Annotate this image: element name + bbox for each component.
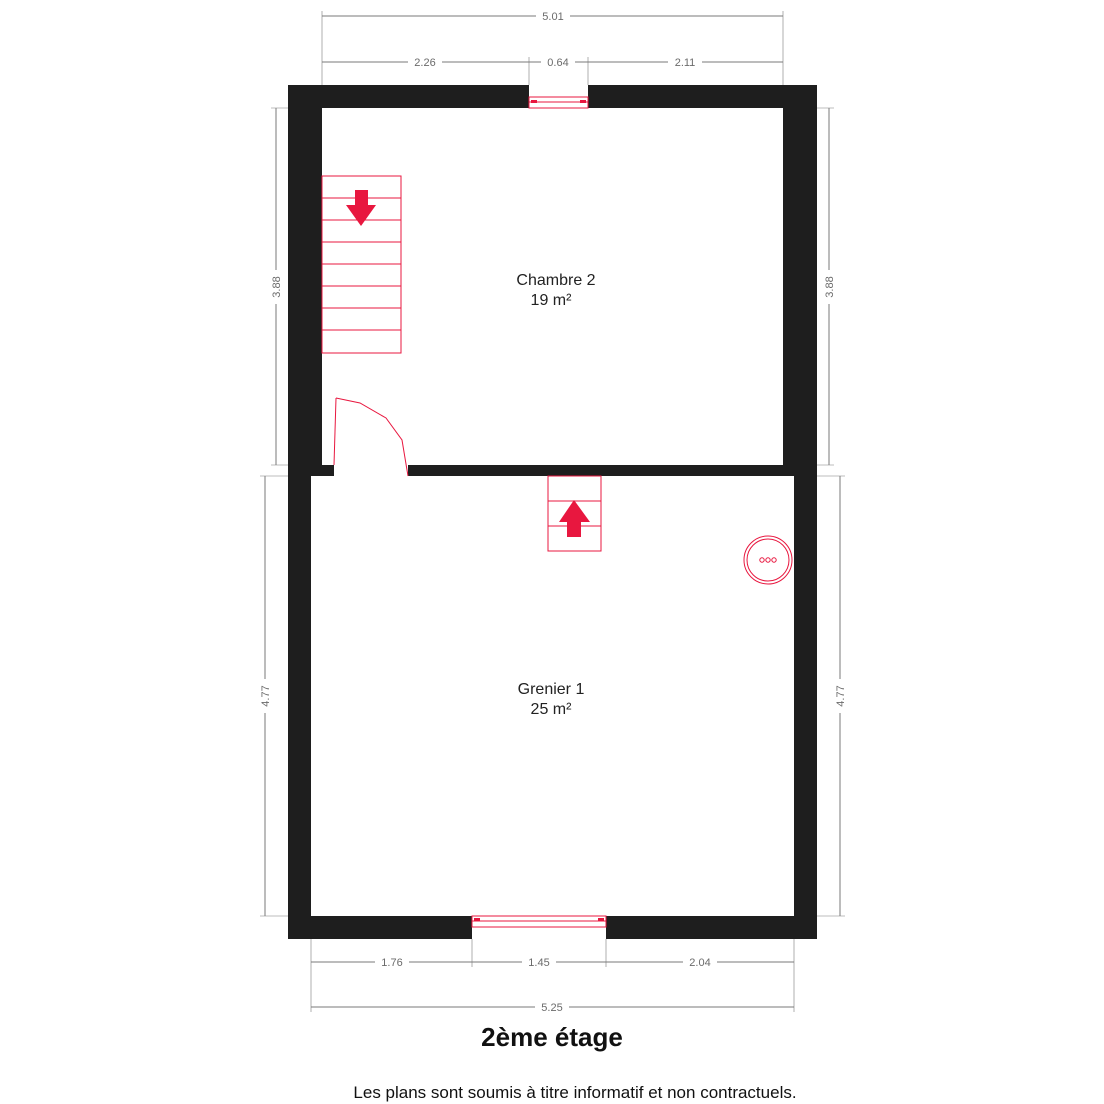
bottom-wall-left	[288, 916, 472, 939]
bottom-wall-right	[606, 916, 817, 939]
disclaimer: Les plans sont soumis à titre informatif et non contractuels.	[353, 1083, 797, 1102]
chambre-right-wall	[783, 85, 817, 476]
dim-grenier-left: 4.77	[260, 685, 272, 707]
dim-chambre-right: 3.88	[824, 276, 836, 298]
dim-bottom-window: 1.45	[528, 957, 550, 969]
dim-chambre-left: 3.88	[271, 276, 283, 298]
partition-right	[408, 465, 817, 476]
dim-bottom-total: 5.25	[541, 1002, 563, 1014]
stair-grenier	[548, 476, 601, 551]
partition-left	[288, 465, 334, 476]
dim-top-left: 2.26	[414, 57, 436, 69]
top-wall-left	[288, 85, 529, 108]
top-window	[529, 97, 588, 108]
dim-grenier-right: 4.77	[835, 685, 847, 707]
dim-top-window: 0.64	[547, 57, 569, 69]
boiler-icon	[744, 536, 792, 584]
grenier-left-wall	[288, 476, 311, 939]
room-area-chambre: 19 m²	[530, 292, 572, 309]
arrow-down-icon	[346, 190, 376, 226]
room-area-grenier: 25 m²	[530, 701, 572, 718]
dimension-lines	[260, 11, 845, 1012]
dim-bottom-left: 1.76	[381, 957, 403, 969]
stair-chambre	[322, 176, 401, 353]
room-name-grenier: Grenier 1	[517, 681, 585, 698]
top-wall-right	[588, 85, 817, 108]
dim-bottom-right: 2.04	[689, 957, 711, 969]
dim-top-right: 2.11	[674, 57, 696, 69]
floor-title: 2ème étage	[481, 1022, 623, 1052]
chambre-left-wall	[288, 85, 322, 476]
bottom-window	[472, 916, 606, 927]
door	[334, 398, 408, 476]
room-name-chambre: Chambre 2	[516, 272, 596, 289]
arrow-up-icon	[559, 500, 590, 537]
grenier-right-wall	[794, 476, 817, 939]
dim-top-total: 5.01	[542, 11, 564, 23]
